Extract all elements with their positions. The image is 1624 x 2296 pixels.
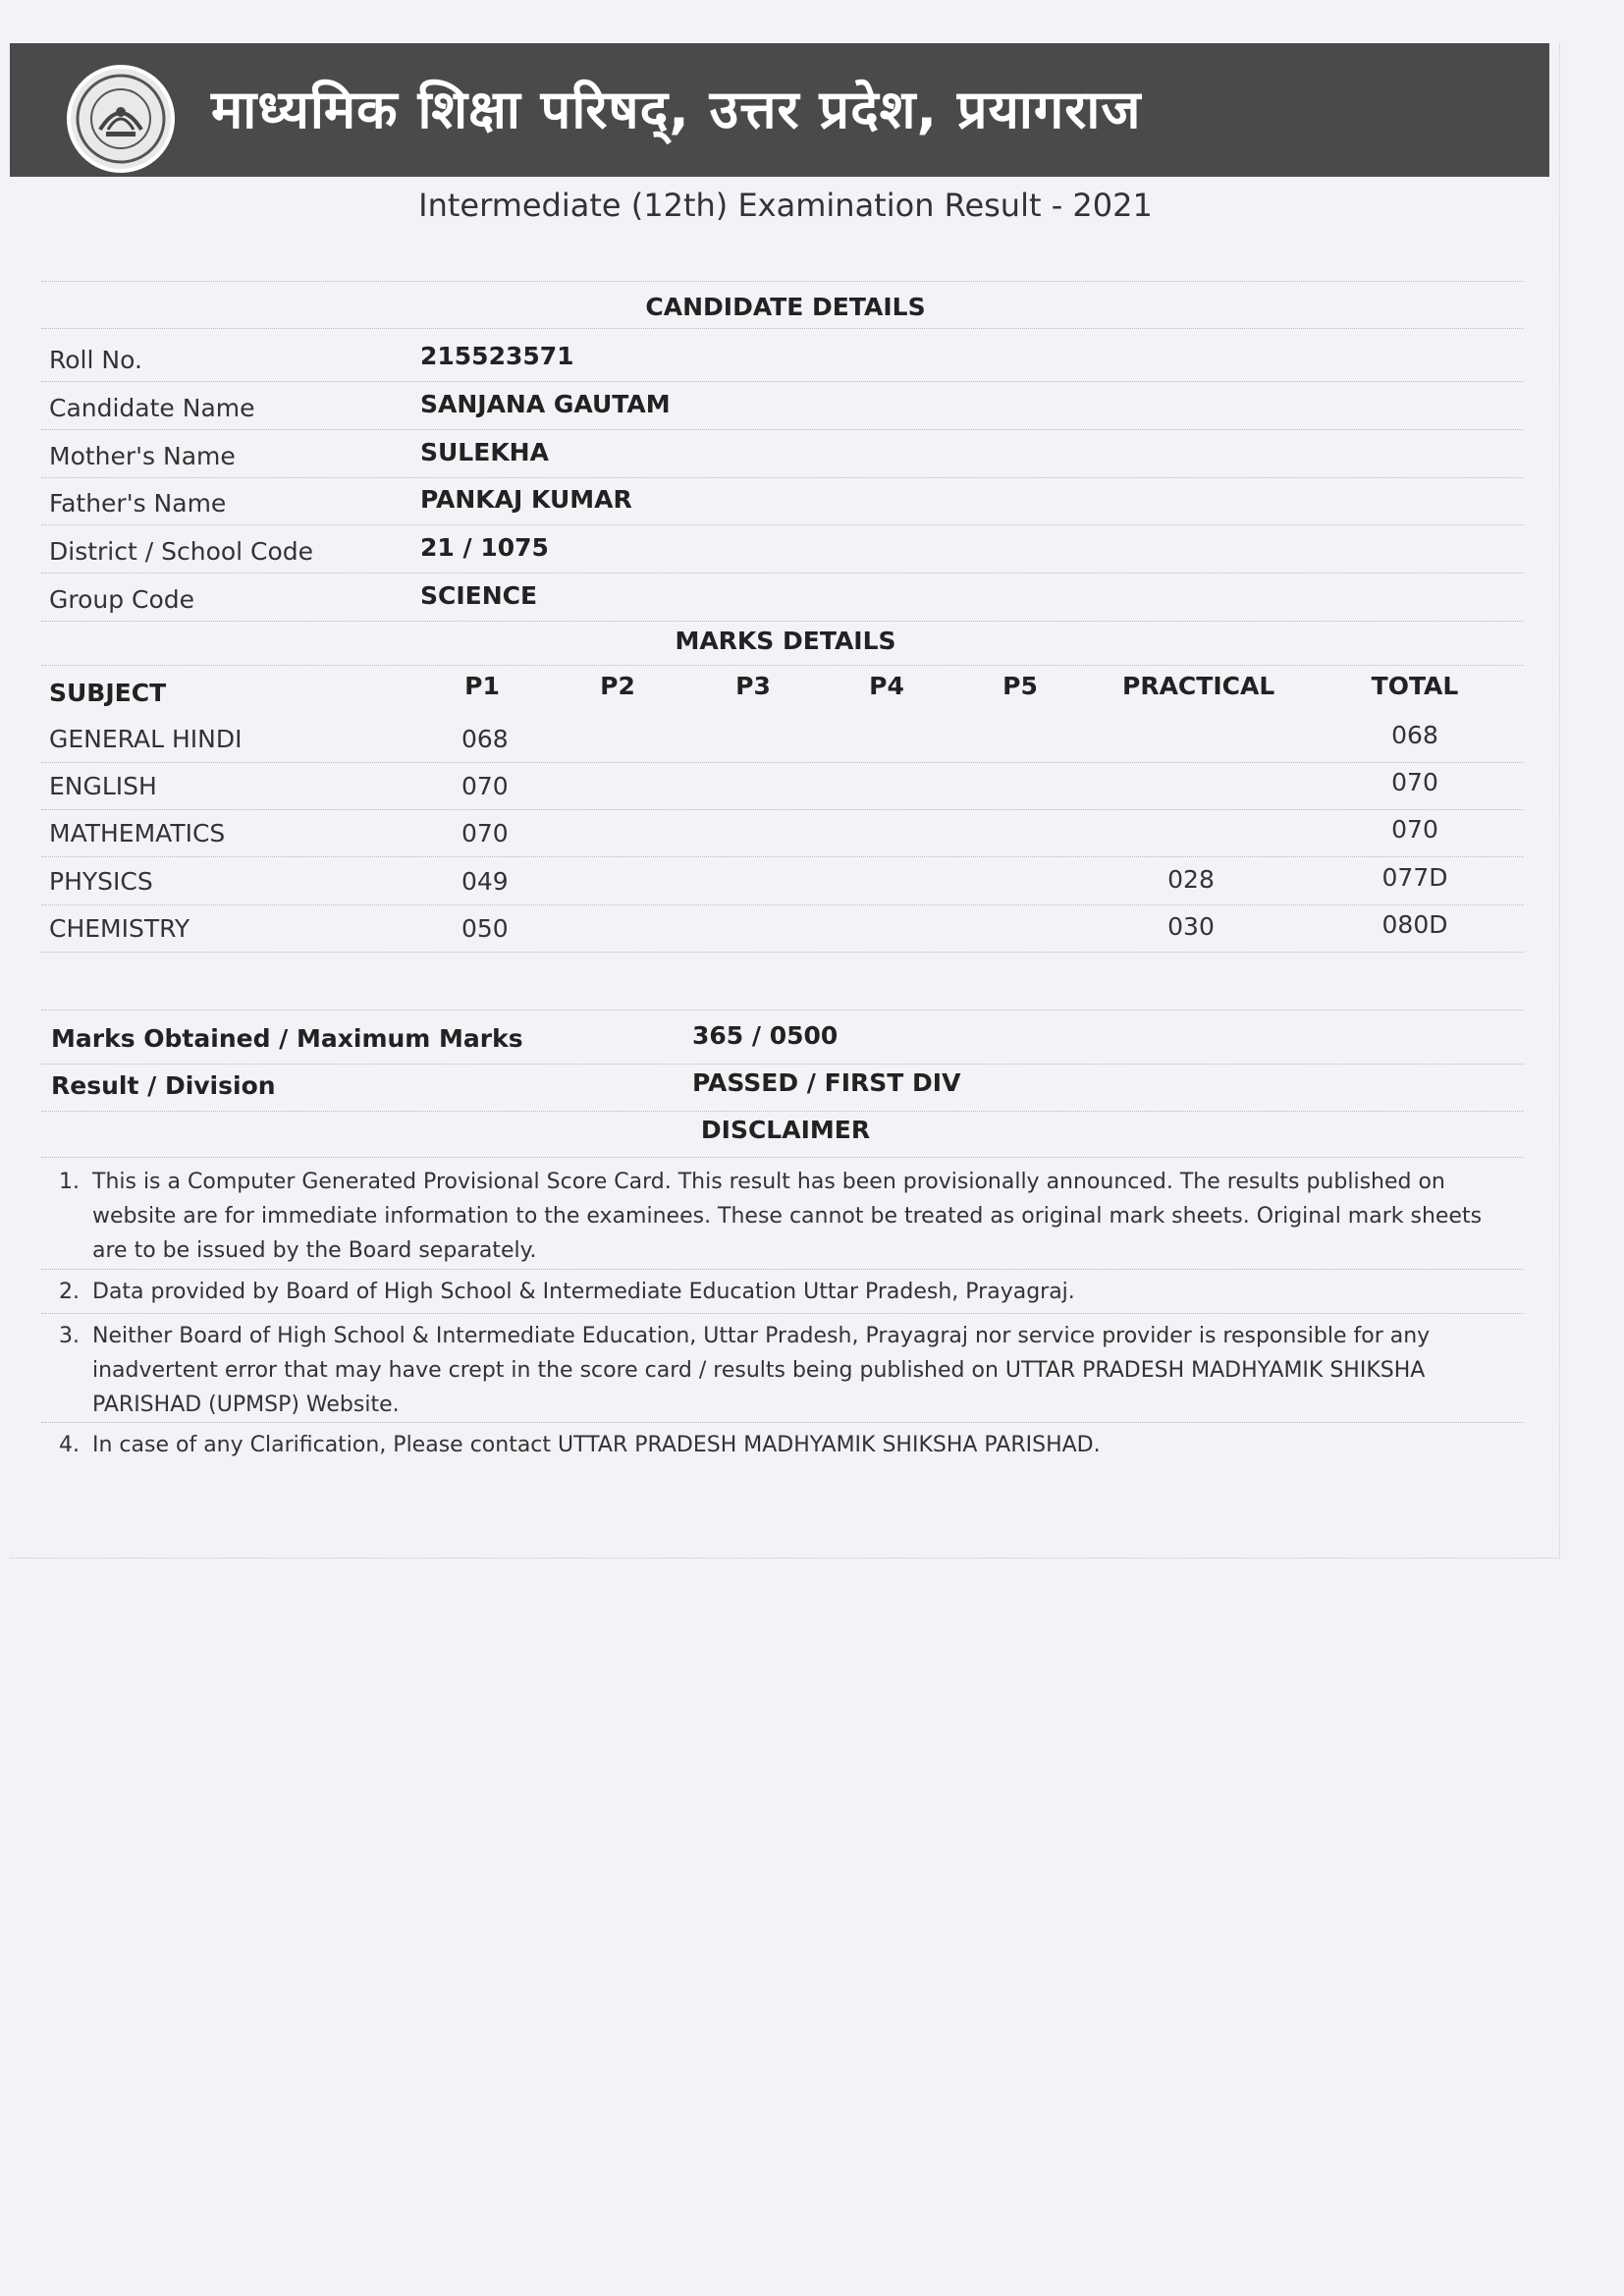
disclaimer-text: Neither Board of High School & Intermediate Education, Uttar Pradesh, Prayagraj nor service provider is responsible for any inadvertent error that may have crept in the score card / results being published on UTTAR PRADESH MADHYAMIK SHIKSHA PARISHAD (UPMSP) Website. [92,1324,1431,1417]
divider [41,281,1524,282]
disclaimer-text: This is a Computer Generated Provisional Score Card. This result has been provisionally announced. The results published on website are for immediate information to the examinees. These cannot be treated as original mark sheets. Original mark sheets are to be issued by the Board separately. [92,1170,1483,1263]
field-value: SULEKHA [420,438,549,466]
field-value: 21 / 1075 [420,533,549,562]
marks-details-title: MARKS DETAILS [675,627,896,655]
field-label: Roll No. [49,346,142,374]
field-value: PANKAJ KUMAR [420,485,632,514]
divider [41,573,1524,574]
disclaimer-item [59,1165,1522,1268]
field-label: Group Code [49,585,195,614]
disclaimer-title: DISCLAIMER [700,1116,871,1144]
marks-cell-practical: 028 [1167,865,1215,894]
divider [41,1269,1524,1270]
column-header-p5: P5 [1002,672,1038,700]
board-emblem-icon [67,65,175,173]
exam-title: Intermediate (12th) Examination Result - 2021 [418,187,1153,224]
column-header-p4: P4 [869,672,904,700]
subject-name: ENGLISH [49,772,157,800]
disclaimer-number: 1. [59,1170,80,1194]
board-name: माध्यमिक शिक्षा परिषद्, उत्तर प्रदेश, प्रयागराज [211,79,1142,140]
marks-obtained-label: Marks Obtained / Maximum Marks [51,1024,523,1053]
column-header-p3: P3 [735,672,771,700]
column-header-subject: SUBJECT [49,679,167,707]
column-header-p2: P2 [600,672,635,700]
divider [41,524,1524,525]
field-label: Candidate Name [49,394,255,422]
marks-cell-total: 077D [1381,863,1448,892]
divider [41,1111,1524,1112]
marks-cell-p1: 070 [461,772,509,800]
result-division-value: PASSED / FIRST DIV [692,1068,961,1097]
marks-cell-p1: 050 [461,914,509,943]
disclaimer-number: 3. [59,1324,80,1348]
field-label: Father's Name [49,489,227,518]
field-value: SANJANA GAUTAM [420,390,671,418]
subject-name: GENERAL HINDI [49,725,243,753]
field-label: Mother's Name [49,442,236,470]
divider [41,952,1524,953]
marks-cell-p1: 049 [461,867,509,896]
marks-cell-p1: 070 [461,819,509,847]
marks-cell-total: 070 [1391,815,1438,844]
divider [41,621,1524,622]
divider [41,381,1524,382]
disclaimer-item [59,1275,1522,1309]
candidate-details-title: CANDIDATE DETAILS [645,293,926,321]
divider [41,429,1524,430]
subject-name: MATHEMATICS [49,819,226,847]
divider [41,1010,1524,1011]
column-header-p1: P1 [464,672,500,700]
divider [41,665,1524,666]
marks-obtained-value: 365 / 0500 [692,1021,839,1050]
divider [41,856,1524,857]
divider [41,1313,1524,1314]
marks-cell-total: 068 [1391,721,1438,749]
column-header-practical: PRACTICAL [1122,672,1275,700]
disclaimer-number: 4. [59,1433,80,1457]
subject-name: CHEMISTRY [49,914,190,943]
board-header [10,43,1549,177]
disclaimer-text: In case of any Clarification, Please contact UTTAR PRADESH MADHYAMIK SHIKSHA PARISHAD. [92,1433,1101,1457]
marks-cell-total: 070 [1391,768,1438,796]
disclaimer-number: 2. [59,1280,80,1304]
field-value: 215523571 [420,342,574,370]
result-division-label: Result / Division [51,1071,276,1100]
divider [41,1157,1524,1158]
divider [41,762,1524,763]
disclaimer-item [59,1428,1522,1462]
field-value: SCIENCE [420,581,538,610]
disclaimer-text: Data provided by Board of High School & Intermediate Education Uttar Pradesh, Prayagraj. [92,1280,1075,1304]
divider [41,328,1524,329]
subject-name: PHYSICS [49,867,153,896]
disclaimer-item [59,1319,1522,1422]
divider [41,809,1524,810]
divider [41,1422,1524,1423]
marks-cell-practical: 030 [1167,912,1215,941]
marks-cell-p1: 068 [461,725,509,753]
divider [41,477,1524,478]
divider [41,1064,1524,1065]
divider [41,904,1524,905]
field-label: District / School Code [49,537,314,566]
column-header-total: TOTAL [1371,672,1459,700]
marks-cell-total: 080D [1381,910,1448,939]
